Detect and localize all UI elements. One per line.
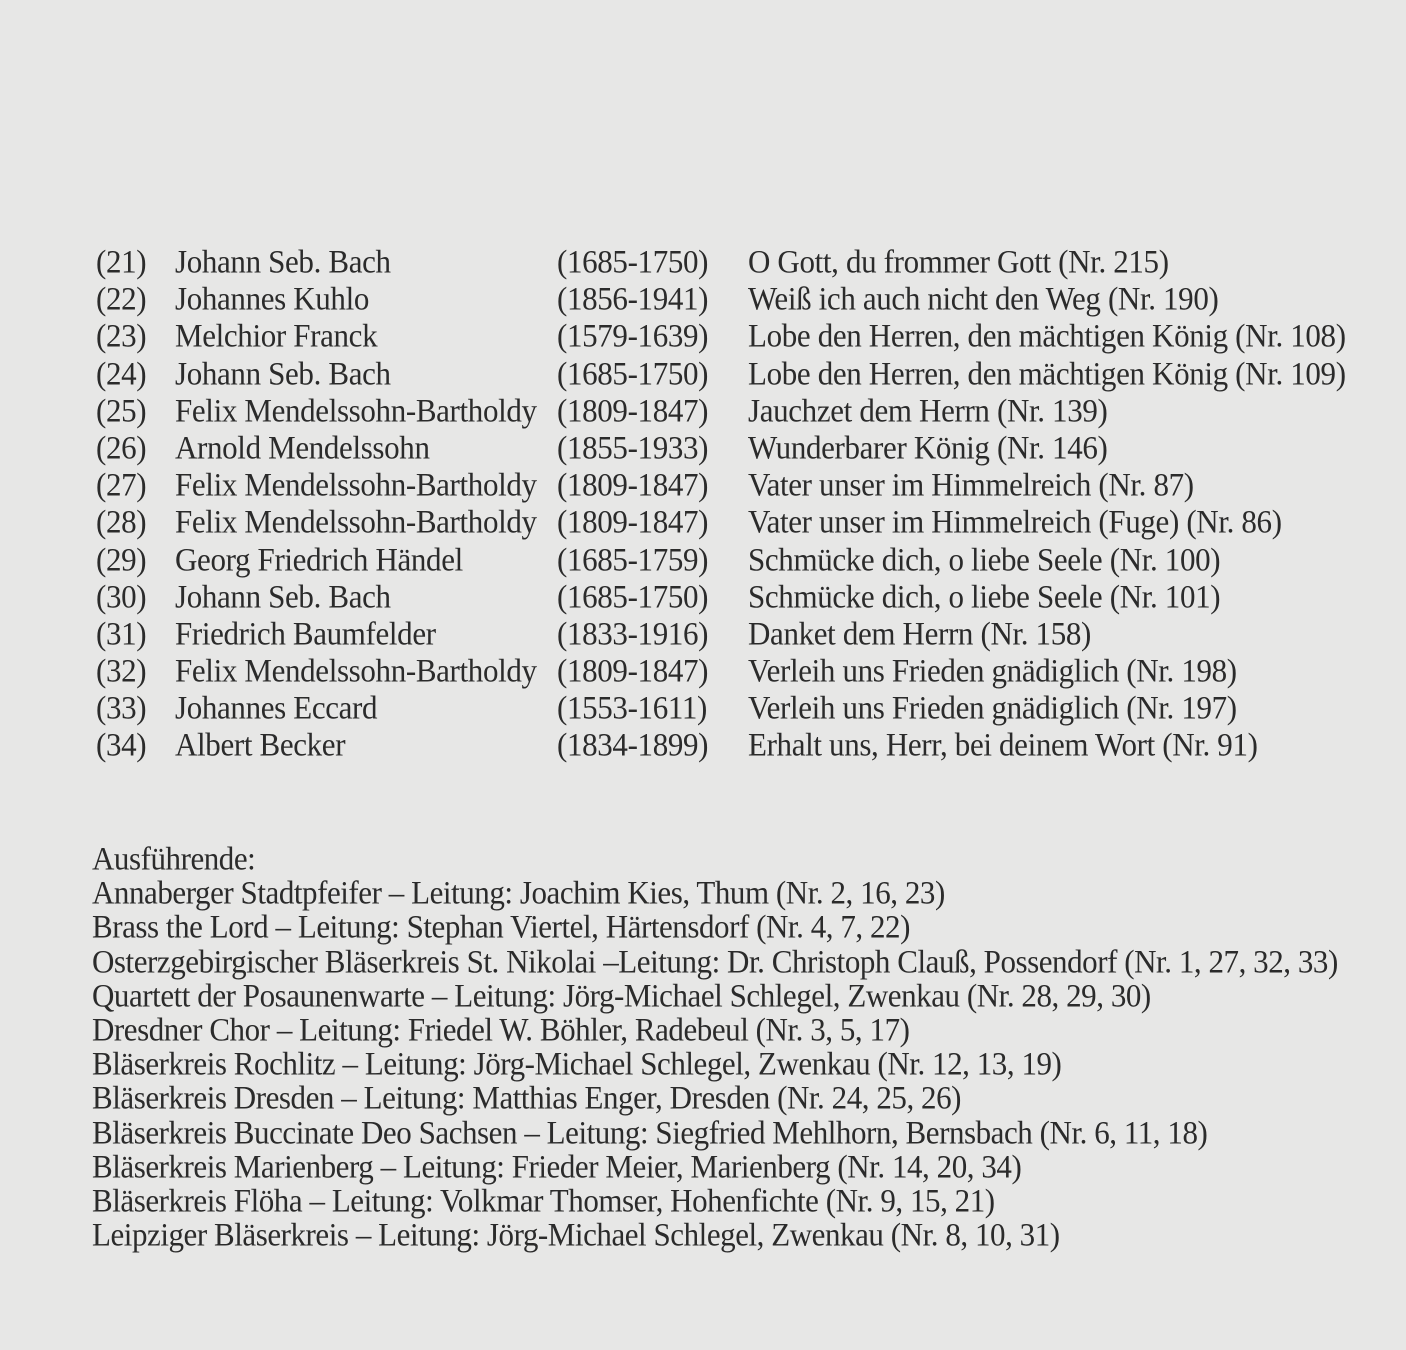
track-number: (28)	[96, 503, 147, 541]
track-composer: Felix Mendelssohn-Bartholdy	[175, 466, 537, 504]
track-number: (26)	[96, 428, 147, 466]
track-title: Schmücke dich, o liebe Seele (Nr. 100)	[748, 540, 1221, 578]
track-composer: Felix Mendelssohn-Bartholdy	[175, 391, 537, 429]
track-composer-dates: (1809-1847)	[557, 503, 709, 541]
track-title: O Gott, du frommer Gott (Nr. 215)	[748, 242, 1169, 281]
track-title: Lobe den Herren, den mächtigen König (Nr. 108)	[748, 317, 1346, 355]
track-number: (34)	[96, 726, 147, 764]
track-row	[0, 689, 1406, 726]
track-number: (22)	[96, 280, 147, 318]
track-number: (33)	[96, 689, 147, 727]
track-number: (32)	[96, 652, 147, 690]
track-composer-dates: (1553-1611)	[557, 689, 707, 727]
track-composer: Johannes Eccard	[175, 689, 378, 727]
track-number: (31)	[96, 614, 147, 652]
performer-line: Osterzgebirgischer Bläserkreis St. Nikolai –Leitung: Dr. Christoph Clauß, Possendorf (Nr. 1, 27, 32, 33)	[92, 942, 1338, 980]
track-title: Weiß ich auch nicht den Weg (Nr. 190)	[748, 280, 1219, 318]
track-composer: Melchior Franck	[175, 317, 378, 355]
track-title: Verleih uns Frieden gnädiglich (Nr. 198)	[748, 652, 1237, 690]
performer-line: Bläserkreis Dresden – Leitung: Matthias Enger, Dresden (Nr. 24, 25, 26)	[92, 1079, 962, 1117]
track-number: (27)	[96, 466, 147, 504]
track-composer-dates: (1579-1639)	[557, 317, 709, 355]
track-composer-dates: (1856-1941)	[557, 280, 709, 318]
track-number: (29)	[96, 540, 147, 578]
track-title: Wunderbarer König (Nr. 146)	[748, 428, 1108, 466]
track-composer: Felix Mendelssohn-Bartholdy	[175, 652, 537, 690]
track-composer-dates: (1685-1750)	[557, 354, 709, 392]
track-composer: Johannes Kuhlo	[175, 280, 369, 318]
track-composer-dates: (1685-1750)	[557, 242, 709, 281]
track-row	[0, 541, 1406, 578]
track-number: (30)	[96, 577, 147, 615]
track-composer: Johann Seb. Bach	[175, 354, 391, 392]
track-row	[0, 578, 1406, 615]
track-composer: Arnold Mendelssohn	[175, 428, 430, 466]
track-row	[0, 355, 1406, 392]
track-row	[0, 429, 1406, 466]
track-title: Danket dem Herrn (Nr. 158)	[748, 614, 1091, 652]
performers-heading: Ausführende:	[92, 839, 256, 878]
track-composer: Johann Seb. Bach	[175, 242, 391, 281]
track-title: Vater unser im Himmelreich (Nr. 87)	[748, 466, 1194, 504]
track-composer: Johann Seb. Bach	[175, 577, 391, 615]
track-composer: Friedrich Baumfelder	[175, 614, 436, 652]
track-number: (21)	[96, 242, 147, 281]
track-composer-dates: (1685-1759)	[557, 540, 709, 578]
performer-line: Leipziger Bläserkreis – Leitung: Jörg-Michael Schlegel, Zwenkau (Nr. 8, 10, 31)	[92, 1215, 1060, 1254]
track-composer-dates: (1833-1916)	[557, 614, 709, 652]
track-row	[0, 726, 1406, 763]
performers-section	[92, 839, 1392, 1254]
track-row	[0, 280, 1406, 317]
track-number: (24)	[96, 354, 147, 392]
track-row	[0, 243, 1406, 280]
track-composer: Felix Mendelssohn-Bartholdy	[175, 503, 537, 541]
track-title: Verleih uns Frieden gnädiglich (Nr. 197)	[748, 689, 1237, 727]
track-row	[0, 652, 1406, 689]
track-list	[0, 243, 1406, 764]
track-number: (25)	[96, 391, 147, 429]
track-composer-dates: (1809-1847)	[557, 391, 709, 429]
performer-line: Brass the Lord – Leitung: Stephan Viertel, Härtensdorf (Nr. 4, 7, 22)	[92, 908, 910, 946]
performer-line: Bläserkreis Flöha – Leitung: Volkmar Thomser, Hohenfichte (Nr. 9, 15, 21)	[92, 1181, 995, 1219]
track-composer-dates: (1855-1933)	[557, 428, 709, 466]
track-row	[0, 317, 1406, 354]
track-row	[0, 392, 1406, 429]
track-composer: Georg Friedrich Händel	[175, 540, 463, 578]
performer-line: Bläserkreis Marienberg – Leitung: Frieder Meier, Marienberg (Nr. 14, 20, 34)	[92, 1147, 1022, 1185]
performer-line: Quartett der Posaunenwarte – Leitung: Jörg-Michael Schlegel, Zwenkau (Nr. 28, 29, 30)	[92, 976, 1151, 1014]
track-title: Erhalt uns, Herr, bei deinem Wort (Nr. 91)	[748, 726, 1258, 764]
track-composer-dates: (1834-1899)	[557, 726, 709, 764]
track-row	[0, 503, 1406, 540]
performer-line: Dresdner Chor – Leitung: Friedel W. Böhler, Radebeul (Nr. 3, 5, 17)	[92, 1010, 910, 1048]
track-composer-dates: (1809-1847)	[557, 652, 709, 690]
track-title: Vater unser im Himmelreich (Fuge) (Nr. 86)	[748, 503, 1282, 541]
performer-line: Bläserkreis Rochlitz – Leitung: Jörg-Michael Schlegel, Zwenkau (Nr. 12, 13, 19)	[92, 1045, 1062, 1083]
track-composer: Albert Becker	[175, 726, 346, 764]
track-row	[0, 615, 1406, 652]
performer-line: Annaberger Stadtpfeifer – Leitung: Joachim Kies, Thum (Nr. 2, 16, 23)	[92, 874, 945, 912]
track-row	[0, 466, 1406, 503]
track-number: (23)	[96, 317, 147, 355]
track-composer-dates: (1809-1847)	[557, 466, 709, 504]
track-title: Jauchzet dem Herrn (Nr. 139)	[748, 391, 1108, 429]
track-title: Lobe den Herren, den mächtigen König (Nr. 109)	[748, 354, 1346, 392]
performer-line: Bläserkreis Buccinate Deo Sachsen – Leitung: Siegfried Mehlhorn, Bernsbach (Nr. 6, 11, 18)	[92, 1113, 1208, 1151]
track-title: Schmücke dich, o liebe Seele (Nr. 101)	[748, 577, 1221, 615]
track-composer-dates: (1685-1750)	[557, 577, 709, 615]
